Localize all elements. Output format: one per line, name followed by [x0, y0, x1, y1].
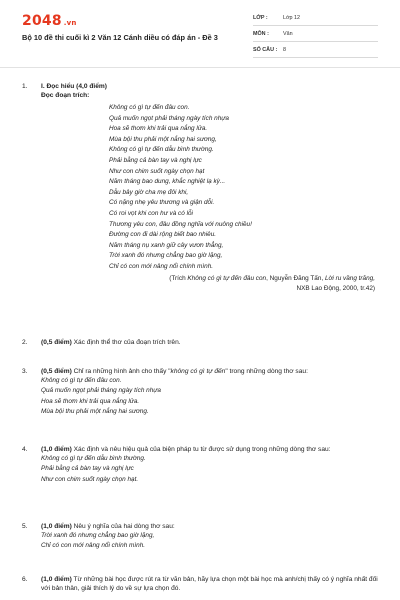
poem-line: Như con chim suốt ngày chọn hạt — [109, 167, 205, 175]
question-content — [41, 575, 381, 593]
question-number: 4. — [22, 446, 28, 453]
logo-text: 2048 — [22, 13, 62, 29]
poem-line: Có roi vọt khi con hư và có lỗi — [109, 209, 193, 217]
quoted-line: Không có gì tự đến dẫu bình thường. — [41, 455, 146, 462]
meta-row-class — [253, 10, 378, 26]
page-header — [0, 0, 400, 68]
question-text: Xác định và nêu hiệu quả của biện pháp tu từ được sử dụng trong những dòng thơ sau: — [71, 446, 331, 453]
quoted-line: Trời xanh đó nhưng chẳng bao giờ lặng, — [41, 532, 155, 539]
question-intro: Đọc đoạn trích: — [41, 92, 90, 99]
question-number: 2. — [22, 339, 28, 346]
poem-line: Phải bằng cả bàn tay và nghị lực — [109, 156, 202, 164]
question-content — [41, 445, 381, 485]
poem-line: Quả muốn ngọt phải tháng ngày tích nhựa — [109, 114, 229, 122]
quoted-line: Như con chim suốt ngày chọn hạt. — [41, 475, 139, 483]
poem-line: Dẫu bây giờ cha mẹ đôi khi, — [109, 188, 189, 196]
quoted-line: Chỉ có con mới nâng nổi chính mình. — [41, 542, 146, 550]
question-content — [41, 367, 381, 417]
poem-line: Chỉ có con mới nâng nổi chính mình. — [109, 262, 214, 270]
question-content — [41, 522, 381, 552]
source-text: , Nguyễn Đăng Tấn, — [266, 274, 325, 282]
site-logo[interactable] — [22, 13, 77, 29]
question-points: (1,0 điểm) — [41, 523, 72, 530]
poem-line: Trời xanh đó nhưng chẳng bao giờ lặng, — [109, 252, 223, 260]
logo-suffix: .vn — [63, 19, 77, 27]
source-poem-title: Không có gì tự đến đâu con — [187, 274, 267, 282]
meta-value: 8 — [283, 46, 286, 53]
poem-line: Đường con đi dài rộng biết bao nhiêu. — [109, 231, 217, 239]
quoted-line: Phải bằng cả bàn tay và nghị lực — [41, 465, 134, 473]
quoted-line: Mùa bội thu phải một nắng hai sương. — [41, 407, 149, 415]
question-number: 1. — [22, 83, 28, 90]
poem-line: Năm tháng nụ xanh giữ cây vươn thẳng, — [109, 241, 224, 249]
quoted-line: Hoa sẽ thơm khi trải qua nắng lửa. — [41, 397, 140, 405]
question-points: (0,5 điểm) — [41, 339, 72, 346]
quoted-line: Không có gì tự đến đâu con. — [41, 377, 122, 384]
poem-line: Không có gì tự đến đâu con. — [109, 104, 190, 111]
meta-value: Văn — [283, 30, 293, 37]
meta-label: MÔN : — [253, 30, 269, 37]
question-text: Từ những bài học được rút ra từ văn bản, hãy lựa chọn một bài học mà anh/chị thấy có ý nghĩa nhất đối với bản thân, giải thích lý do về sự lựa chọn đó. — [41, 576, 378, 592]
question-number: 6. — [22, 576, 28, 583]
meta-label: LỚP : — [253, 14, 268, 21]
question-text: Nêu ý nghĩa của hai dòng thơ sau: — [71, 523, 175, 530]
question-points: (1,0 điểm) — [41, 446, 72, 453]
question-points: (1,0 điểm) — [41, 576, 72, 583]
question-number: 3. — [22, 368, 28, 375]
meta-table — [253, 10, 378, 58]
source-book-title: Lời ru vầng trăng, — [324, 274, 375, 282]
poem-source-publisher: NXB Lao Động, 2000, tr.42) — [296, 285, 375, 293]
page-title: Bộ 10 đề thi cuối kì 2 Văn 12 Cánh diều có đáp án - Đề 3 — [22, 33, 218, 42]
question-content — [41, 82, 381, 295]
meta-row-subject — [253, 26, 378, 42]
poem-line: Không có gì tự đến dẫu bình thường. — [109, 146, 214, 154]
question-number: 5. — [22, 523, 28, 530]
question-text: Xác định thể thơ của đoạn trích trên. — [71, 339, 181, 346]
meta-value: Lớp 12 — [283, 14, 301, 21]
poem-line: Hoa sẽ thơm khi trải qua nắng lửa. — [109, 125, 208, 133]
question-text: " trong những dòng thơ sau: — [225, 368, 308, 375]
meta-label: SỐ CÂU : — [253, 46, 278, 53]
poem-line: Thương yêu con, đâu đồng nghĩa với nuông chiều! — [109, 220, 252, 228]
meta-row-count — [253, 42, 378, 58]
poem-source — [41, 274, 381, 285]
poem-line: Năm tháng bao dung, khắc nghiệt lạ kỳ... — [109, 178, 226, 186]
poem-line: Mùa bội thu phải một nắng hai sương, — [109, 135, 217, 143]
question-content — [41, 338, 381, 347]
poem-line: Có nặng nhẹ yêu thương và giận dỗi. — [109, 199, 215, 207]
poem-excerpt — [41, 103, 381, 273]
question-text-italic: không có gì tự đến — [170, 368, 226, 375]
question-text: Chỉ ra những hình ảnh cho thấy " — [71, 368, 171, 375]
section-heading: I. Đọc hiểu (4,0 điểm) — [41, 83, 107, 90]
source-text: (Trích — [169, 274, 188, 282]
question-points: (0,5 điểm) — [41, 368, 72, 375]
quoted-line: Quả muốn ngọt phải tháng ngày tích nhựa — [41, 387, 161, 395]
